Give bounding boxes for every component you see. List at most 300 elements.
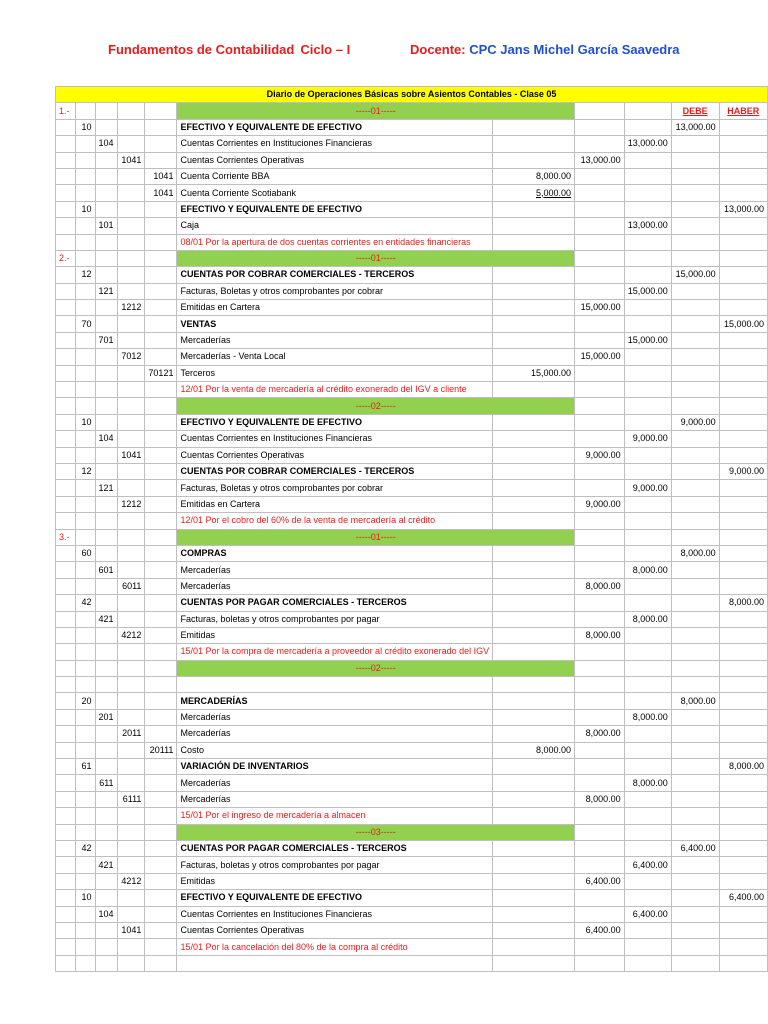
debe-amount: [671, 939, 719, 955]
empty-cell: [575, 824, 625, 840]
subaccount-amount: [575, 332, 625, 348]
account-level-4: [145, 627, 177, 643]
table-row: [56, 201, 768, 217]
empty-cell: [575, 103, 625, 119]
haber-amount: [719, 414, 767, 430]
subaccount-amount: [575, 414, 625, 430]
debe-amount: [671, 791, 719, 807]
account-amount: [624, 840, 671, 856]
subaccount-amount: [575, 136, 625, 152]
section-separator-row: [56, 529, 768, 545]
account-level-3: [117, 611, 145, 627]
subaccount-amount: [575, 365, 625, 381]
entry-subnumber: -----01-----: [177, 103, 575, 119]
account-level-2: [95, 201, 117, 217]
account-level-3: [117, 906, 145, 922]
account-level-4: [145, 562, 177, 578]
detail-amount: [493, 201, 575, 217]
account-level-4: [145, 726, 177, 742]
subaccount-amount: [575, 316, 625, 332]
detail-amount: [493, 382, 575, 398]
empty-cell: [56, 267, 76, 283]
account-level-4: [145, 136, 177, 152]
table-row: [56, 775, 768, 791]
account-level-2: [95, 185, 117, 201]
table-row: [56, 693, 768, 709]
account-level-4: [145, 791, 177, 807]
entry-number: 1.-: [56, 103, 76, 119]
account-level-3: [117, 218, 145, 234]
account-level-1: [76, 873, 95, 889]
gloss-row: [56, 808, 768, 824]
account-level-1: [76, 677, 95, 693]
account-level-2: 701: [95, 332, 117, 348]
empty-cell: [56, 349, 76, 365]
haber-amount: [719, 808, 767, 824]
detail-amount: [493, 300, 575, 316]
account-level-1: [76, 431, 95, 447]
account-level-3: 4212: [117, 627, 145, 643]
debe-amount: [671, 152, 719, 168]
debe-amount: [671, 316, 719, 332]
table-row: [56, 562, 768, 578]
account-level-3: [117, 644, 145, 660]
empty-cell: [56, 693, 76, 709]
account-level-1: [76, 332, 95, 348]
entry-number: [56, 660, 76, 676]
haber-amount: 13,000.00: [719, 201, 767, 217]
empty-cell: [145, 103, 177, 119]
account-level-3: [117, 382, 145, 398]
entry-number: [56, 824, 76, 840]
account-level-4: [145, 463, 177, 479]
debe-header: [671, 824, 719, 840]
subaccount-amount: [575, 283, 625, 299]
empty-cell: [56, 168, 76, 184]
debe-amount: 6,400.00: [671, 840, 719, 856]
detail-amount: [493, 267, 575, 283]
account-level-2: [95, 808, 117, 824]
account-level-3: [117, 168, 145, 184]
account-level-3: [117, 775, 145, 791]
account-description: Mercaderías: [177, 726, 493, 742]
account-level-2: [95, 365, 117, 381]
account-description: [177, 677, 493, 693]
account-level-3: [117, 365, 145, 381]
debe-amount: [671, 627, 719, 643]
empty-cell: [56, 185, 76, 201]
account-level-4: [145, 808, 177, 824]
table-row: [56, 332, 768, 348]
entry-number: [56, 398, 76, 414]
account-amount: [624, 447, 671, 463]
account-level-1: [76, 168, 95, 184]
account-level-4: [145, 513, 177, 529]
empty-cell: [117, 660, 145, 676]
subaccount-amount: [575, 906, 625, 922]
entry-gloss: 15/01 Por la cancelación del 80% de la compra al crédito: [177, 939, 493, 955]
account-amount: [624, 595, 671, 611]
account-level-1: [76, 627, 95, 643]
detail-amount: [493, 759, 575, 775]
account-level-2: [95, 447, 117, 463]
account-level-2: 601: [95, 562, 117, 578]
debe-amount: [671, 890, 719, 906]
account-level-4: [145, 611, 177, 627]
account-amount: [624, 578, 671, 594]
table-row: [56, 890, 768, 906]
detail-amount: [493, 562, 575, 578]
debe-amount: [671, 808, 719, 824]
account-amount: [624, 316, 671, 332]
account-level-4: [145, 234, 177, 250]
debe-amount: [671, 922, 719, 938]
table-row: [56, 185, 768, 201]
account-level-4: [145, 300, 177, 316]
detail-amount: [493, 349, 575, 365]
account-level-3: 6011: [117, 578, 145, 594]
table-row: [56, 709, 768, 725]
detail-amount: [493, 332, 575, 348]
account-level-1: 10: [76, 119, 95, 135]
account-level-1: [76, 218, 95, 234]
account-level-2: 121: [95, 283, 117, 299]
debe-amount: [671, 906, 719, 922]
account-description: Mercaderías: [177, 775, 493, 791]
subaccount-amount: [575, 513, 625, 529]
entry-number: 2.-: [56, 250, 76, 266]
account-description: Emitidas: [177, 873, 493, 889]
empty-cell: [117, 103, 145, 119]
empty-cell: [56, 431, 76, 447]
account-amount: [624, 365, 671, 381]
table-row: [56, 922, 768, 938]
account-amount: [624, 693, 671, 709]
account-level-4: [145, 414, 177, 430]
account-amount: [624, 168, 671, 184]
subaccount-amount: [575, 955, 625, 971]
empty-cell: [145, 250, 177, 266]
account-level-3: 1041: [117, 152, 145, 168]
table-row: [56, 431, 768, 447]
detail-amount: [493, 595, 575, 611]
detail-amount: [493, 611, 575, 627]
table-row: [56, 267, 768, 283]
account-level-3: [117, 562, 145, 578]
table-row: [56, 152, 768, 168]
account-level-1: [76, 382, 95, 398]
empty-cell: [56, 775, 76, 791]
account-level-4: [145, 496, 177, 512]
course-title: [108, 42, 350, 57]
detail-amount-value: 15,000.00: [531, 367, 572, 378]
table-title: Diario de Operaciones Básicas sobre Asientos Contables - Clase 05: [56, 87, 768, 103]
account-description: CUENTAS POR COBRAR COMERCIALES - TERCEROS: [177, 463, 493, 479]
account-level-3: 1212: [117, 300, 145, 316]
account-description: Cuentas Corrientes Operativas: [177, 152, 493, 168]
haber-amount: [719, 677, 767, 693]
account-description: Cuenta Corriente Scotiabank: [177, 185, 493, 201]
account-level-4: [145, 431, 177, 447]
empty-cell: [56, 283, 76, 299]
table-row: [56, 463, 768, 479]
table-row: [56, 168, 768, 184]
account-level-2: [95, 922, 117, 938]
account-description: EFECTIVO Y EQUIVALENTE DE EFECTIVO: [177, 119, 493, 135]
course-name: Fundamentos de Contabilidad: [108, 42, 295, 57]
haber-amount: [719, 152, 767, 168]
detail-amount: [493, 726, 575, 742]
account-level-2: 104: [95, 906, 117, 922]
debe-amount: [671, 431, 719, 447]
account-level-1: 20: [76, 693, 95, 709]
table-row: [56, 595, 768, 611]
account-level-2: 421: [95, 857, 117, 873]
subaccount-amount: 6,400.00: [575, 873, 625, 889]
table-row: [56, 447, 768, 463]
account-level-3: 2011: [117, 726, 145, 742]
debe-amount: [671, 775, 719, 791]
empty-cell: [117, 250, 145, 266]
account-level-1: [76, 513, 95, 529]
haber-amount: [719, 267, 767, 283]
account-description: Emitidas en Cartera: [177, 300, 493, 316]
empty-cell: [624, 398, 671, 414]
account-amount: [624, 414, 671, 430]
empty-cell: [145, 824, 177, 840]
account-amount: [624, 267, 671, 283]
gloss-row: [56, 644, 768, 660]
empty-cell: [56, 906, 76, 922]
account-level-2: 101: [95, 218, 117, 234]
account-description: EFECTIVO Y EQUIVALENTE DE EFECTIVO: [177, 201, 493, 217]
detail-amount: [493, 136, 575, 152]
account-description: Cuenta Corriente BBA: [177, 168, 493, 184]
account-level-3: [117, 332, 145, 348]
account-level-1: [76, 742, 95, 758]
empty-cell: [56, 611, 76, 627]
account-level-4: [145, 906, 177, 922]
account-level-2: 201: [95, 709, 117, 725]
haber-amount: [719, 365, 767, 381]
account-description: Mercaderías: [177, 562, 493, 578]
table-row: [56, 316, 768, 332]
empty-cell: [56, 791, 76, 807]
account-level-1: [76, 709, 95, 725]
teacher-name: CPC Jans Michel García Saavedra: [469, 42, 680, 57]
haber-header: [719, 660, 767, 676]
haber-amount: 8,000.00: [719, 595, 767, 611]
detail-amount: [493, 365, 575, 381]
account-amount: [624, 742, 671, 758]
subaccount-amount: 15,000.00: [575, 349, 625, 365]
detail-amount: [493, 316, 575, 332]
subaccount-amount: [575, 119, 625, 135]
account-description: Caja: [177, 218, 493, 234]
account-level-3: [117, 414, 145, 430]
account-level-2: [95, 840, 117, 856]
account-level-2: [95, 119, 117, 135]
haber-amount: [719, 857, 767, 873]
section-separator-row: [56, 824, 768, 840]
course-cycle: Ciclo – I: [300, 42, 351, 57]
account-level-4: [145, 545, 177, 561]
subaccount-amount: [575, 742, 625, 758]
debe-amount: [671, 168, 719, 184]
table-row: [56, 545, 768, 561]
empty-cell: [95, 529, 117, 545]
empty-cell: [56, 463, 76, 479]
haber-amount: [719, 906, 767, 922]
empty-cell: [56, 595, 76, 611]
account-level-2: 121: [95, 480, 117, 496]
account-level-2: [95, 742, 117, 758]
empty-cell: [56, 627, 76, 643]
debe-amount: [671, 136, 719, 152]
account-level-2: [95, 496, 117, 512]
entry-gloss: 12/01 Por la venta de mercadería al crédito exonerado del IGV a cliente: [177, 382, 493, 398]
account-description: Emitidas en Cartera: [177, 496, 493, 512]
subaccount-amount: [575, 562, 625, 578]
detail-amount: [493, 840, 575, 856]
table-row: [56, 955, 768, 971]
subaccount-amount: 8,000.00: [575, 578, 625, 594]
debe-amount: [671, 218, 719, 234]
subaccount-amount: [575, 644, 625, 660]
entry-subnumber: -----02-----: [177, 398, 575, 414]
account-amount: [624, 496, 671, 512]
account-level-2: [95, 644, 117, 660]
account-level-4: [145, 890, 177, 906]
detail-amount: [493, 513, 575, 529]
haber-amount: [719, 218, 767, 234]
teacher-label: Docente:: [410, 42, 466, 57]
account-level-2: [95, 939, 117, 955]
subaccount-amount: [575, 234, 625, 250]
haber-amount: [719, 431, 767, 447]
account-level-4: [145, 693, 177, 709]
haber-amount: [719, 382, 767, 398]
account-level-4: [145, 332, 177, 348]
haber-amount: [719, 922, 767, 938]
account-level-2: [95, 791, 117, 807]
empty-cell: [56, 759, 76, 775]
account-level-4: [145, 955, 177, 971]
debe-amount: [671, 185, 719, 201]
table-row: [56, 136, 768, 152]
detail-amount: [493, 890, 575, 906]
detail-amount: [493, 496, 575, 512]
account-amount: [624, 382, 671, 398]
table-row: [56, 742, 768, 758]
empty-cell: [56, 726, 76, 742]
account-amount: [624, 234, 671, 250]
account-level-3: [117, 185, 145, 201]
account-level-2: [95, 677, 117, 693]
account-level-2: [95, 382, 117, 398]
empty-cell: [56, 922, 76, 938]
haber-amount: [719, 791, 767, 807]
detail-amount: [493, 218, 575, 234]
haber-amount: [719, 742, 767, 758]
debe-amount: 8,000.00: [671, 545, 719, 561]
table-row: [56, 119, 768, 135]
haber-amount: [719, 234, 767, 250]
table-row: [56, 873, 768, 889]
account-level-1: [76, 152, 95, 168]
account-amount: [624, 119, 671, 135]
account-level-2: [95, 627, 117, 643]
account-level-1: [76, 611, 95, 627]
account-amount: [624, 513, 671, 529]
account-amount: [624, 545, 671, 561]
empty-cell: [624, 529, 671, 545]
detail-amount: [493, 742, 575, 758]
detail-amount: [493, 447, 575, 463]
account-level-1: [76, 726, 95, 742]
subaccount-amount: 9,000.00: [575, 447, 625, 463]
empty-cell: [56, 414, 76, 430]
debe-amount: 8,000.00: [671, 693, 719, 709]
haber-header: [719, 398, 767, 414]
account-level-3: [117, 545, 145, 561]
account-level-4: [145, 349, 177, 365]
account-level-1: [76, 955, 95, 971]
detail-amount: [493, 906, 575, 922]
account-level-4: [145, 709, 177, 725]
account-description: Mercaderías: [177, 578, 493, 594]
account-level-1: [76, 644, 95, 660]
account-level-2: [95, 267, 117, 283]
subaccount-amount: [575, 611, 625, 627]
debe-amount: [671, 578, 719, 594]
empty-cell: [56, 513, 76, 529]
empty-cell: [56, 857, 76, 873]
entry-subnumber: -----01-----: [177, 529, 575, 545]
empty-cell: [624, 103, 671, 119]
account-level-4: [145, 677, 177, 693]
debe-amount: [671, 873, 719, 889]
empty-cell: [145, 660, 177, 676]
account-amount: [624, 185, 671, 201]
account-description: Terceros: [177, 365, 493, 381]
account-level-2: [95, 545, 117, 561]
account-amount: [624, 890, 671, 906]
account-level-4: [145, 119, 177, 135]
account-level-4: 1041: [145, 185, 177, 201]
account-amount: [624, 759, 671, 775]
table-row: [56, 349, 768, 365]
table-row: [56, 365, 768, 381]
account-level-4: [145, 480, 177, 496]
account-level-4: [145, 644, 177, 660]
detail-amount: [493, 119, 575, 135]
haber-amount: [719, 447, 767, 463]
subaccount-amount: [575, 545, 625, 561]
account-level-4: [145, 267, 177, 283]
debe-amount: [671, 283, 719, 299]
account-level-1: [76, 365, 95, 381]
empty-cell: [56, 316, 76, 332]
account-description: EFECTIVO Y EQUIVALENTE DE EFECTIVO: [177, 414, 493, 430]
account-level-2: [95, 726, 117, 742]
account-level-1: 42: [76, 595, 95, 611]
detail-amount: [493, 578, 575, 594]
account-level-4: 1041: [145, 168, 177, 184]
account-level-2: 104: [95, 136, 117, 152]
section-separator-row: [56, 398, 768, 414]
subaccount-amount: [575, 775, 625, 791]
